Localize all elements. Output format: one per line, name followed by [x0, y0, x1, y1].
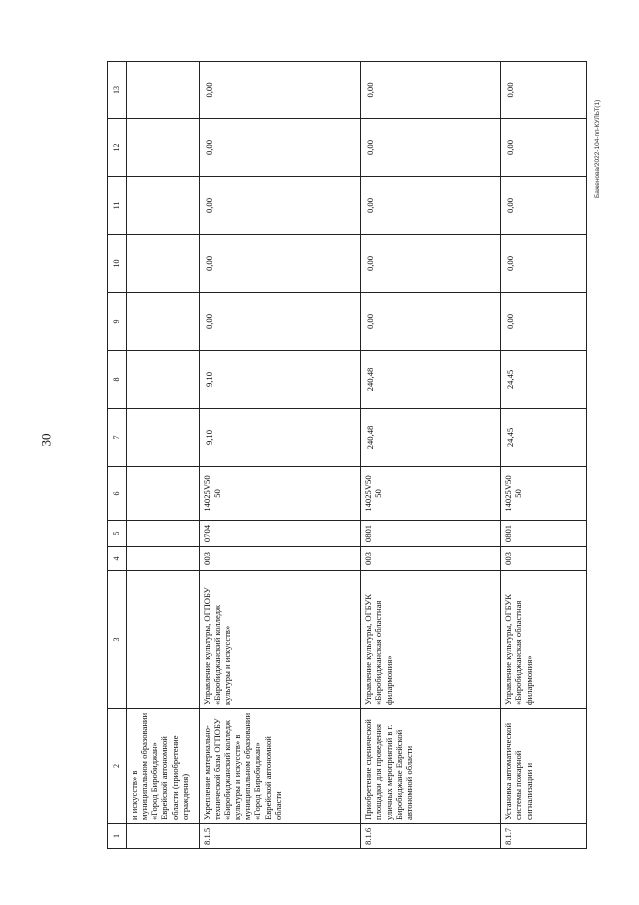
- table-row: [199, 62, 361, 849]
- col-header-2: 2: [108, 709, 127, 824]
- row-value-8: 24,45: [501, 351, 587, 409]
- row-number: [127, 824, 200, 849]
- row-value-11: 0,00: [361, 177, 501, 235]
- row-csr: 14025V50 50: [501, 467, 587, 521]
- row-value-13: [127, 62, 200, 119]
- col-header-11: 11: [108, 177, 127, 235]
- row-executor: Управление культуры, ОГБУК «Биробиджанская областная филармония»: [361, 571, 501, 709]
- row-value-10: 0,00: [199, 235, 361, 293]
- col-header-13: 13: [108, 62, 127, 119]
- row-executor: [127, 571, 200, 709]
- row-value-7: 24,45: [501, 409, 587, 467]
- header-row: [108, 62, 127, 849]
- footer-code-text: Баженова/2022-104-пп-КУЛЬТ(1): [594, 99, 601, 198]
- row-value-11: 0,00: [501, 177, 587, 235]
- row-grbs: [127, 547, 200, 571]
- row-value-10: 0,00: [501, 235, 587, 293]
- row-rzpr: 0801: [501, 521, 587, 547]
- row-value-12: [127, 119, 200, 177]
- row-value-9: 0,00: [501, 293, 587, 351]
- row-csr: [127, 467, 200, 521]
- row-number: 8.1.7: [501, 824, 587, 849]
- row-number: 8.1.5: [199, 824, 361, 849]
- row-name: Установка автоматической системы пожарной сигнализации и: [501, 709, 587, 824]
- col-header-3: 3: [108, 571, 127, 709]
- row-rzpr: 0704: [199, 521, 361, 547]
- row-name: и искусств» в муниципальном образовании «Город Биробиджан» Еврейской автономной области (приобретение ограждения): [127, 709, 200, 824]
- page-number: 30: [38, 433, 54, 447]
- row-value-13: 0,00: [199, 62, 361, 119]
- row-value-10: 0,00: [361, 235, 501, 293]
- row-value-9: [127, 293, 200, 351]
- row-value-8: [127, 351, 200, 409]
- row-value-10: [127, 235, 200, 293]
- table-row: [361, 62, 501, 849]
- row-value-8: 240,48: [361, 351, 501, 409]
- row-value-7: 9,10: [199, 409, 361, 467]
- col-header-6: 6: [108, 467, 127, 521]
- row-rzpr: 0801: [361, 521, 501, 547]
- col-header-9: 9: [108, 293, 127, 351]
- row-grbs: 003: [361, 547, 501, 571]
- row-value-13: 0,00: [501, 62, 587, 119]
- rotated-table-wrapper: [107, 62, 587, 849]
- row-csr: 14025V50 50: [361, 467, 501, 521]
- row-value-9: 0,00: [199, 293, 361, 351]
- budget-table: [107, 61, 587, 849]
- row-value-11: 0,00: [199, 177, 361, 235]
- row-value-12: 0,00: [501, 119, 587, 177]
- col-header-8: 8: [108, 351, 127, 409]
- row-value-7: 240,48: [361, 409, 501, 467]
- row-executor: Управление культуры, ОГБУК «Биробиджанская областная филармония»: [501, 571, 587, 709]
- row-value-13: 0,00: [361, 62, 501, 119]
- col-header-10: 10: [108, 235, 127, 293]
- row-name: Приобретение сценической площадки для проведения уличных мероприятий в г. Биробиджане Еврейской автономной области: [361, 709, 501, 824]
- row-value-7: [127, 409, 200, 467]
- table-row: [127, 62, 200, 849]
- row-name: Укрепление материально-технической базы ОГПОБУ «Биробиджанский колледж культуры и искусств» в муниципальном образовании «Город Биробиджан» Еврейской автономной области: [199, 709, 361, 824]
- row-number: 8.1.6: [361, 824, 501, 849]
- col-header-4: 4: [108, 547, 127, 571]
- col-header-1: 1: [108, 824, 127, 849]
- row-grbs: 003: [199, 547, 361, 571]
- row-value-12: 0,00: [199, 119, 361, 177]
- row-value-8: 9,10: [199, 351, 361, 409]
- footer-code: [594, 88, 608, 198]
- table-row: [501, 62, 587, 849]
- col-header-7: 7: [108, 409, 127, 467]
- row-value-12: 0,00: [361, 119, 501, 177]
- col-header-12: 12: [108, 119, 127, 177]
- row-grbs: 003: [501, 547, 587, 571]
- row-rzpr: [127, 521, 200, 547]
- row-value-11: [127, 177, 200, 235]
- row-executor: Управление культуры, ОГПОБУ «Биробиджанский колледж культуры и искусств»: [199, 571, 361, 709]
- row-csr: 14025V50 50: [199, 467, 361, 521]
- col-header-5: 5: [108, 521, 127, 547]
- row-value-9: 0,00: [361, 293, 501, 351]
